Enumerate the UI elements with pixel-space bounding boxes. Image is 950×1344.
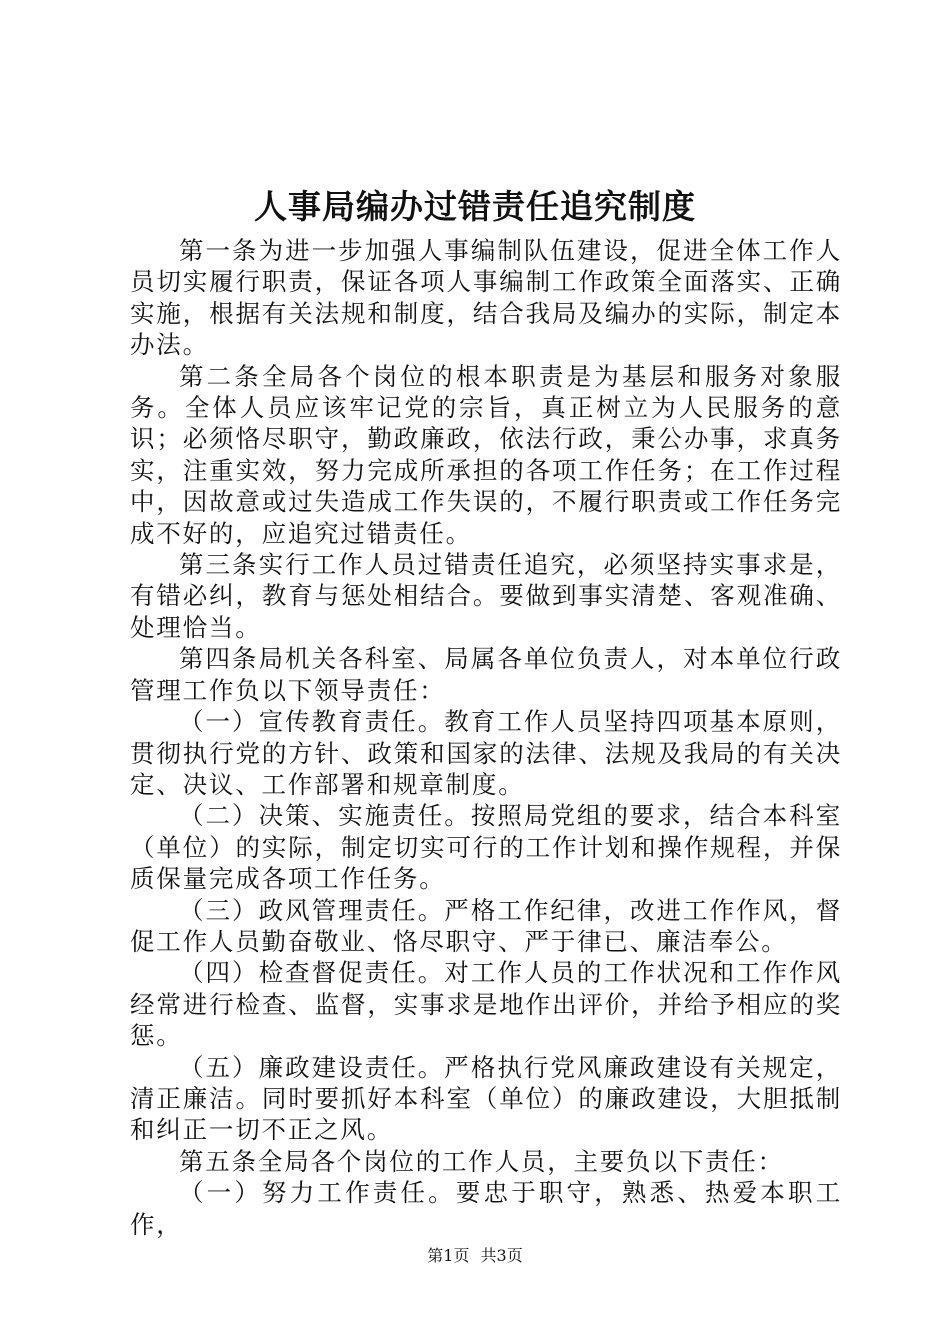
page-number-current: 第1页	[427, 1246, 470, 1265]
paragraph-article-4-item-1: （一）宣传教育责任。教育工作人员坚持四项基本原则，贯彻执行党的方针、政策和国家的法律、法规及我局的有关决定、决议、工作部署和规章制度。	[130, 707, 842, 799]
paragraph-article-5: 第五条全局各个岗位的工作人员，主要负以下责任：	[179, 1146, 784, 1176]
document-title: 人事局编办过错责任追究制度	[254, 187, 696, 226]
paragraph-article-1: 第一条为进一步加强人事编制队伍建设，促进全体工作人员切实履行职责，保证各项人事编制工作政策全面落实、正确实施，根据有关法规和制度，结合我局及编办的实际，制定本办法。	[130, 236, 842, 360]
paragraph-article-4-item-5: （五）廉政建设责任。严格执行党风廉政建设有关规定，清正廉洁。同时要抓好本科室（单位）的廉政建设，大胆抵制和纠正一切不正之风。	[130, 1052, 842, 1145]
page-number-total: 共3页	[480, 1246, 523, 1265]
paragraph-article-5-item-1: （一）努力工作责任。要忠于职守，熟悉、热爱本职工作，	[130, 1178, 842, 1239]
paragraph-article-4-item-3: （三）政风管理责任。严格工作纪律，改进工作作风，督促工作人员勤奋敬业、恪尽职守、严于律已、廉洁奉公。	[130, 895, 842, 956]
paragraph-article-4: 第四条局机关各科室、局属各单位负责人，对本单位行政管理工作负以下领导责任：	[130, 644, 842, 705]
paragraph-article-2: 第二条全局各个岗位的根本职责是为基层和服务对象服务。全体人员应该牢记党的宗旨，真正树立为人民服务的意识；必须恪尽职守，勤政廉政，依法行政，秉公办事，求真务实，注重实效，努力完成所承担的各项工作任务；在工作过程中，因故意或过失造成工作失误的，不履行职责或工作任务完成不好的，应追究过错责任。	[130, 361, 842, 548]
page-footer	[0, 1245, 950, 1267]
paragraph-article-3: 第三条实行工作人员过错责任追究，必须坚持实事求是，有错必纠，教育与惩处相结合。要做到事实清楚、客观准确、处理恰当。	[130, 550, 842, 642]
document-body	[130, 235, 842, 1240]
paragraph-article-4-item-4: （四）检查督促责任。对工作人员的工作状况和工作作风经常进行检查、监督，实事求是地作出评价，并给予相应的奖惩。	[130, 958, 842, 1051]
paragraph-article-4-item-2: （二）决策、实施责任。按照局党组的要求，结合本科室（单位）的实际，制定切实可行的工作计划和操作规程，并保质保量完成各项工作任务。	[130, 801, 842, 894]
